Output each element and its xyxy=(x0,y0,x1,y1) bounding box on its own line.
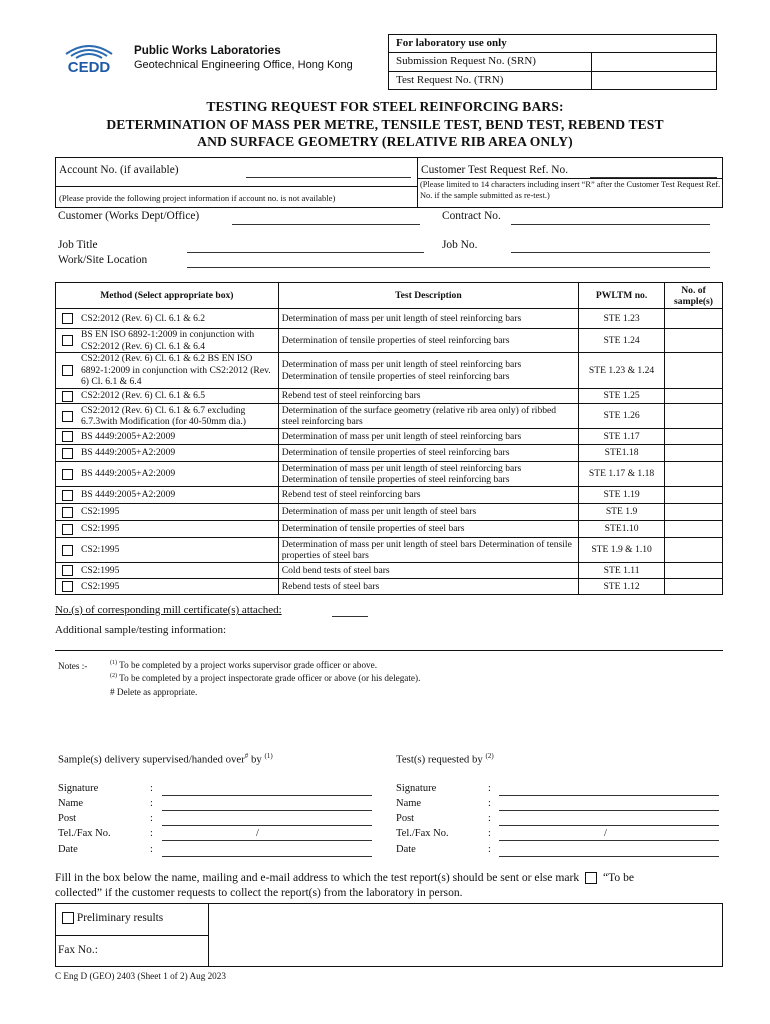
account-note: (Please provide the following project information if account no. is not available) xyxy=(59,193,336,203)
table-row: CS2:1995 Determination of mass per unit length of steel bars STE 1.9 xyxy=(56,504,723,521)
method-checkbox[interactable] xyxy=(62,313,73,324)
method-checkbox[interactable] xyxy=(62,365,73,376)
delivery-title: Sample(s) delivery supervised/handed over# by $^{(1)}$ xyxy=(58,752,273,766)
fill-instruction-2: collected” if the customer requests to collect the report(s) from the laboratory in person. xyxy=(55,886,463,899)
account-label: Account No. (if available) xyxy=(59,164,179,176)
right-name-field[interactable] xyxy=(499,810,719,811)
right-post-field[interactable] xyxy=(499,825,719,826)
job-title-label: Job Title xyxy=(58,239,98,251)
table-row: BS 4449:2005+A2:2009 Determination of tensile properties of steel reinforcing bars STE1.18 xyxy=(56,445,723,462)
title-line-1: TESTING REQUEST FOR STEEL REINFORCING BARS: xyxy=(206,99,564,114)
form-title xyxy=(40,98,730,151)
sample-count-cell[interactable] xyxy=(665,429,723,445)
method-checkbox[interactable] xyxy=(62,411,73,422)
sample-count-cell[interactable] xyxy=(665,353,723,389)
contract-label: Contract No. xyxy=(442,210,501,222)
address-field[interactable] xyxy=(209,904,722,966)
svg-text:CEDD: CEDD xyxy=(67,59,111,76)
method-checkbox[interactable] xyxy=(62,565,73,576)
preliminary-checkbox[interactable] xyxy=(62,912,74,924)
method-checkbox[interactable] xyxy=(62,545,73,556)
cust-ref-note: (Please limited to 14 characters including insert “R” after the Customer Test Request Ref. No. if the sample submitted as re-test.) xyxy=(420,180,721,200)
method-checkbox[interactable] xyxy=(62,490,73,501)
left-post-field[interactable] xyxy=(162,825,372,826)
requested-title: Test(s) requested by $^{(2)}$ xyxy=(396,752,494,766)
left-signature-field[interactable] xyxy=(162,795,372,796)
table-row: CS2:1995 Determination of tensile properties of steel bars STE1.10 xyxy=(56,521,723,538)
table-row: CS2:2012 (Rev. 6) Cl. 6.1 & 6.2 BS EN ISO 6892-1:2009 in conjunction with CS2:2012 (Rev. 6) Cl. 6.1 & 6.4 Determination of mass per unit length of steel reinforcing bars Determination of tensile properties of steel reinforcing bars STE 1.23 & 1.24 xyxy=(56,353,723,389)
table-row: CS2:2012 (Rev. 6) Cl. 6.1 & 6.2 Determination of mass per unit length of steel reinforcing bars STE 1.23 xyxy=(56,309,723,329)
report-address-box xyxy=(55,903,723,967)
right-signature-field[interactable] xyxy=(499,795,719,796)
table-row: BS 4449:2005+A2:2009 Rebend test of steel reinforcing bars STE 1.19 xyxy=(56,487,723,504)
to-be-collected-checkbox[interactable] xyxy=(585,872,597,884)
method-table xyxy=(55,282,723,595)
note-1: $^{(1)}$ To be completed by a project works supervisor grade officer or above. xyxy=(110,660,378,671)
sample-count-cell[interactable] xyxy=(665,329,723,353)
customer-field[interactable] xyxy=(232,224,420,225)
customer-label: Customer (Works Dept/Office) xyxy=(58,210,200,222)
sample-count-cell[interactable] xyxy=(665,487,723,504)
cedd-logo xyxy=(62,40,116,76)
sample-count-cell[interactable] xyxy=(665,309,723,329)
table-row: CS2:2012 (Rev. 6) Cl. 6.1 & 6.7 excluding 6.7.3with Modification (for 40-50mm dia.) Determination of the surface geometry (relative rib area only) of ribbed steel reinforcing bars STE 1.26 xyxy=(56,404,723,429)
contract-field[interactable] xyxy=(511,224,710,225)
table-row: CS2:1995 Determination of mass per unit length of steel bars Determination of tensile properties of steel bars STE 1.9 & 1.10 xyxy=(56,538,723,563)
method-checkbox[interactable] xyxy=(62,581,73,592)
sample-count-cell[interactable] xyxy=(665,389,723,404)
sample-count-cell[interactable] xyxy=(665,504,723,521)
left-date-field[interactable] xyxy=(162,856,372,857)
note-2: $^{(2)}$ To be completed by a project inspectorate grade officer or above (or his delegate). xyxy=(110,673,421,684)
lab-use-box xyxy=(388,34,717,90)
method-checkbox[interactable] xyxy=(62,391,73,402)
left-tel-field[interactable] xyxy=(162,840,372,841)
table-row: CS2:1995 Cold bend tests of steel bars STE 1.11 xyxy=(56,563,723,579)
method-checkbox[interactable] xyxy=(62,431,73,442)
col-pwltm: PWLTM no. xyxy=(579,283,665,309)
job-no-label: Job No. xyxy=(442,239,478,251)
additional-info-label: Additional sample/testing information: xyxy=(55,624,227,636)
org-name: Public Works Laboratories xyxy=(134,44,281,57)
sample-count-cell[interactable] xyxy=(665,445,723,462)
notes-label: Notes :- xyxy=(58,661,88,671)
lab-use-title: For laboratory use only xyxy=(396,37,507,49)
method-checkbox[interactable] xyxy=(62,524,73,535)
fax-label: Fax No.: xyxy=(58,944,98,956)
cust-ref-label: Customer Test Request Ref. No. xyxy=(421,164,569,176)
table-row: BS EN ISO 6892-1:2009 in conjunction with CS2:2012 (Rev. 6) Cl. 6.1 & 6.4 Determination of tensile properties of steel reinforcing bars STE 1.24 xyxy=(56,329,723,353)
sample-count-cell[interactable] xyxy=(665,521,723,538)
mill-cert-label: No.(s) of corresponding mill certificate(s) attached: xyxy=(55,604,282,616)
account-field[interactable] xyxy=(246,177,411,178)
sample-count-cell[interactable] xyxy=(665,462,723,487)
method-checkbox[interactable] xyxy=(62,507,73,518)
location-field[interactable] xyxy=(187,267,710,268)
title-line-2: DETERMINATION OF MASS PER METRE, TENSILE TEST, BEND TEST, REBEND TEST xyxy=(106,116,664,132)
table-row: BS 4449:2005+A2:2009 Determination of mass per unit length of steel reinforcing bars Determination of tensile properties of steel reinforcing bars STE 1.17 & 1.18 xyxy=(56,462,723,487)
table-row: BS 4449:2005+A2:2009 Determination of mass per unit length of steel reinforcing bars STE 1.17 xyxy=(56,429,723,445)
sample-count-cell[interactable] xyxy=(665,404,723,429)
office-name: Geotechnical Engineering Office, Hong Kong xyxy=(134,59,353,71)
job-no-field[interactable] xyxy=(511,252,710,253)
left-name-field[interactable] xyxy=(162,810,372,811)
col-method: Method (Select appropriate box) xyxy=(56,283,279,309)
form-footer: C Eng D (GEO) 2403 (Sheet 1 of 2) Aug 2023 xyxy=(55,971,226,981)
table-row: CS2:2012 (Rev. 6) Cl. 6.1 & 6.5 Rebend test of steel reinforcing bars STE 1.25 xyxy=(56,389,723,404)
srn-field[interactable] xyxy=(592,53,716,70)
fill-instruction-1: Fill in the box below the name, mailing and e-mail address to which the test report(s) should be sent or else mark “To be xyxy=(55,871,635,884)
customer-ref-box xyxy=(418,157,723,208)
method-checkbox[interactable] xyxy=(62,335,73,346)
right-tel-field[interactable] xyxy=(499,840,719,841)
col-description: Test Description xyxy=(278,283,578,309)
sample-count-cell[interactable] xyxy=(665,563,723,579)
trn-label: Test Request No. (TRN) xyxy=(396,74,504,86)
right-date-field[interactable] xyxy=(499,856,719,857)
job-title-field[interactable] xyxy=(187,252,424,253)
title-line-3: AND SURFACE GEOMETRY (RELATIVE RIB AREA ONLY) xyxy=(197,134,573,149)
location-label: Work/Site Location xyxy=(58,254,148,266)
col-samples: No. of sample(s) xyxy=(665,283,723,309)
srn-label: Submission Request No. (SRN) xyxy=(396,55,536,67)
table-row: CS2:1995 Rebend tests of steel bars STE 1.12 xyxy=(56,579,723,595)
trn-field[interactable] xyxy=(592,72,716,89)
table-header-row xyxy=(56,283,723,309)
account-box xyxy=(55,157,418,208)
preliminary-option: Preliminary results xyxy=(62,912,163,924)
sample-count-cell[interactable] xyxy=(665,538,723,563)
method-checkbox[interactable] xyxy=(62,448,73,459)
sample-count-cell[interactable] xyxy=(665,579,723,595)
note-3: # Delete as appropriate. xyxy=(110,687,198,697)
method-checkbox[interactable] xyxy=(62,469,73,480)
mill-cert-field[interactable] xyxy=(332,616,368,617)
